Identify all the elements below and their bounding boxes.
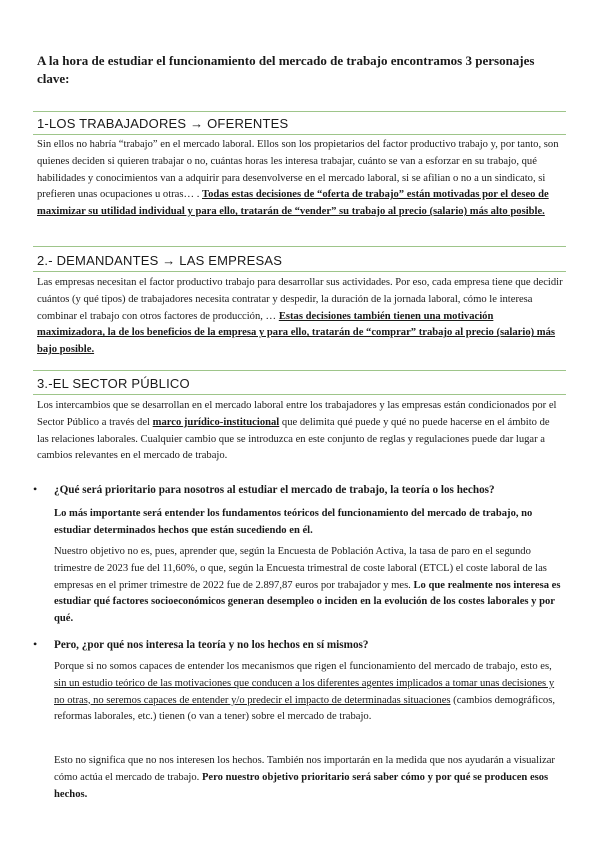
question-2-p2-text: Esto no significa que no nos interesen los hechos. También nos importarán en la medida que nos ayudarán a visualizar cómo actúa el mercado de trabajo. [54, 755, 555, 783]
section-1-title: 1-LOS TRABAJADORES → OFERENTES [37, 116, 289, 131]
section-3-text-after: que delimita qué puede y qué no puede hacerse en el ámbito de las relaciones laborales. Cualquier cambio que se introduzca en este conjunto de reglas y regulaciones puede dar lugar a cambios relevantes en el mercado de trabajo. [37, 416, 550, 462]
section-1-emphasis: Todas estas decisiones de “oferta de trabajo” están motivadas por el deseo de maximizar su utilidad individual y para ello, tratarán de “vender” su trabajo al precio (salario) más alto posible. [37, 189, 549, 218]
question-1: ¿Qué será prioritario para nosotros al estudiar el mercado de trabajo, la teoría o los hechos? [54, 484, 495, 496]
question-2-p1-text: Porque si no somos capaces de entender los mecanismos que rigen el funcionamiento del mercado de trabajo, esto es, [54, 661, 552, 672]
section-3-body [37, 398, 563, 465]
bullet-marker: • [33, 637, 38, 651]
section-2-title: 2.- DEMANDANTES → LAS EMPRESAS [37, 253, 283, 268]
question-2: Pero, ¿por qué nos interesa la teoría y no los hechos en sí mismos? [54, 639, 369, 651]
section-3-title: 3.-EL SECTOR PÚBLICO [37, 376, 190, 391]
question-1-detail [54, 544, 562, 628]
bullet-marker: • [33, 482, 38, 496]
question-2-paragraph-2 [54, 753, 562, 803]
question-2-p2-emphasis: Pero nuestro objetivo prioritario será saber cómo y por qué se producen esos hechos. [54, 771, 549, 800]
section-divider [33, 134, 566, 135]
section-divider [33, 370, 566, 371]
question-1-detail-text: Nuestro objetivo no es, pues, aprender que, según la Encuesta de Población Activa, la tasa de paro en el segundo trimestre de 2023 fue del 11,60%, o que, según la Encuesta trimestral de coste laboral (ETCL) el coste laboral de las empresas en el primer trimestre de 2022 fue de 2.897,87 euros por trabajador y mes. [54, 546, 547, 591]
section-divider [33, 111, 566, 112]
section-2-body [37, 275, 563, 359]
section-1-text: Sin ellos no habría “trabajo” en el mercado laboral. Ellos son los propietarios del factor productivo trabajo y, por tanto, son quienes deciden si quieren trabajar o no, cuántas horas les interesa trabajar, cuánto se van a esforzar en su trabajo, qué habilidades y conocimientos van a adquirir para desenvolverse en el mercado laboral, si se afilian o no a un sindicato, si prefieren unas ocupaciones u otras… . [37, 139, 559, 201]
question-2-paragraph-1 [54, 659, 562, 726]
question-1-answer: Lo más importante será entender los fundamentos teóricos del funcionamiento del mercado de trabajo, no estudiar determinados hechos que están sucediendo en él. [54, 508, 533, 536]
section-3-text-before: Los intercambios que se desarrollan en el mercado laboral entre los trabajadores y las empresas están condicionados por el Sector Público a través del [37, 400, 557, 428]
section-2-emphasis: Estas decisiones también tienen una motivación maximizadora, la de los beneficios de la empresa y para ello, tratarán de “comprar” trabajo al precio (salario) más bajo posible. [37, 310, 556, 356]
legal-framework-term: marco jurídico-institucional [152, 416, 280, 428]
question-1-detail-emphasis: Lo que realmente nos interesa es estudiar qué factores socioeconómicos generan desempleo o inciden en la evolución de los costes laborales y por qué. [54, 579, 561, 625]
question-2-p1-text-end: (cambios demográficos, reformas laborales, etc.) tienen (o van a tener) sobre el mercado de trabajo. [54, 694, 555, 723]
section-divider [33, 271, 566, 272]
section-1-body [37, 137, 563, 221]
section-divider [33, 246, 566, 247]
question-2-p1-underlined: sin un estudio teórico de las motivaciones que conducen a los diferentes agentes implicados a tomar unas decisiones y no otras, no seremos capaces de entender y/o predecir el impacto de determinadas situaciones [54, 677, 555, 706]
intro-heading: A la hora de estudiar el funcionamiento del mercado de trabajo encontramos 3 personajes clave: [37, 53, 535, 86]
section-divider [33, 394, 566, 395]
section-2-text: Las empresas necesitan el factor productivo trabajo para desarrollar sus actividades. Por eso, cada empresa tiene que decidir cuántos (y qué tipos) de trabajadores necesita contratar y despedir, la duración de la jornada laboral, cómo le interesa combinar el trabajo con otros factores de producción, … [37, 277, 563, 322]
